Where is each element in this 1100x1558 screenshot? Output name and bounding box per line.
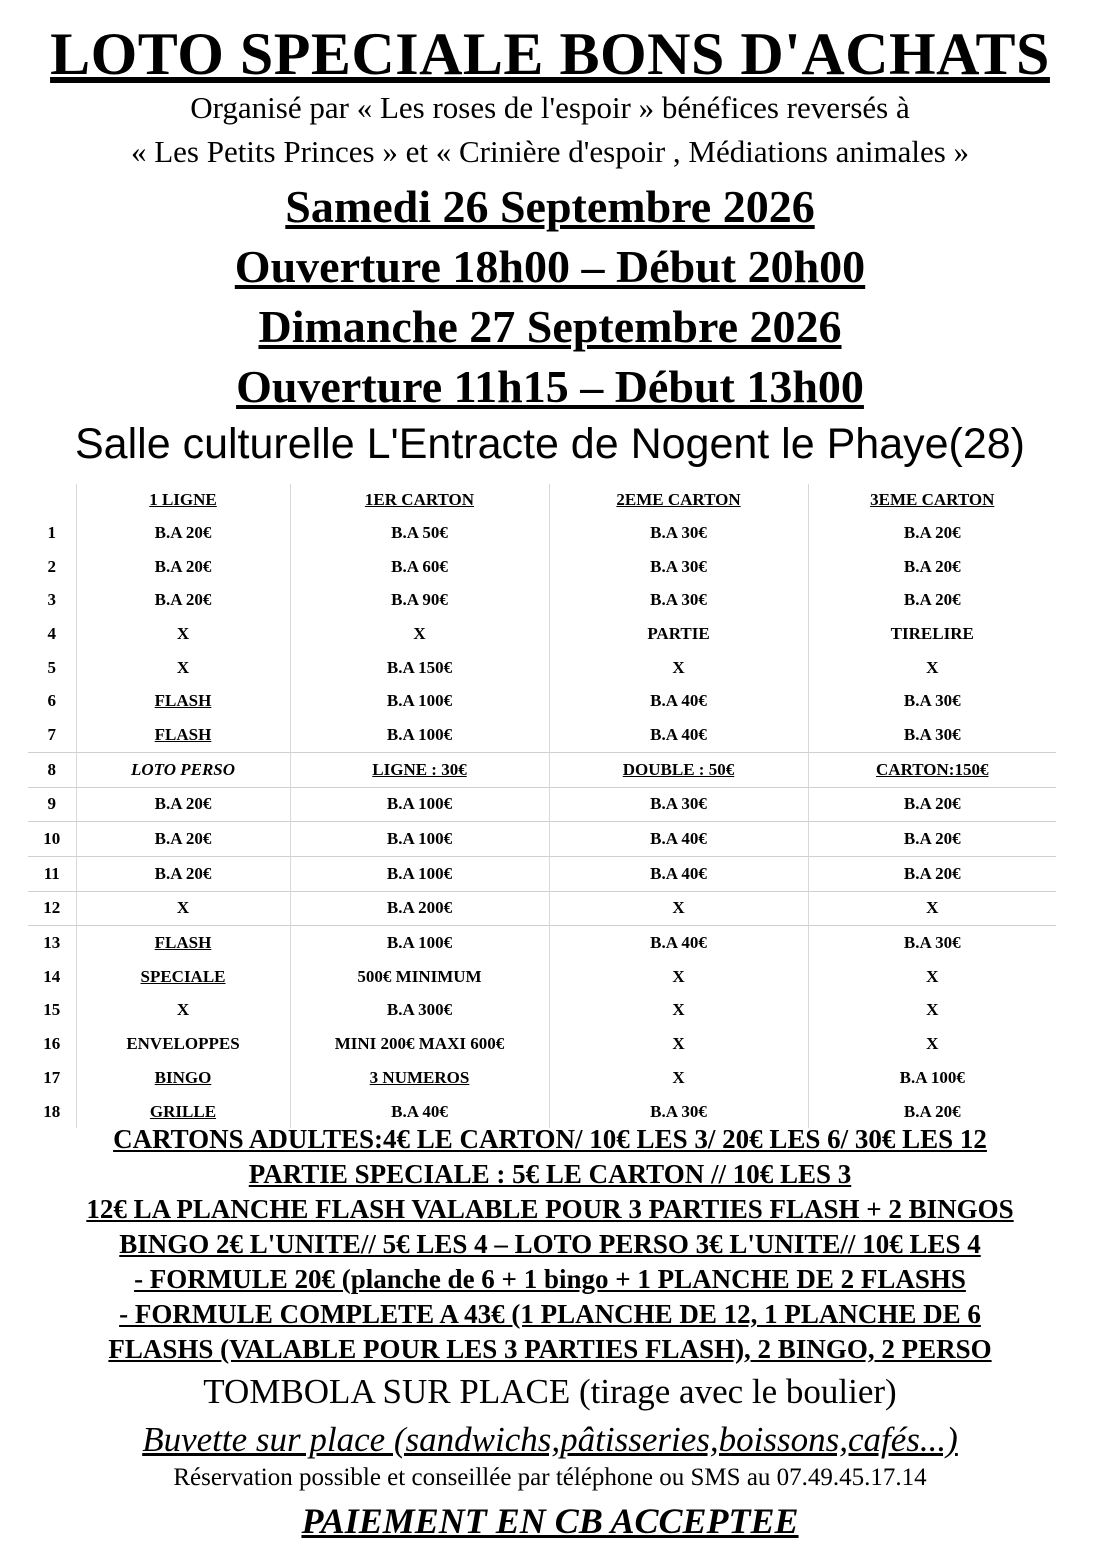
table-row: [28, 960, 1056, 994]
table-cell: B.A 30€: [549, 583, 808, 617]
table-row: [28, 617, 1056, 651]
table-cell: B.A 30€: [549, 787, 808, 822]
table-cell: X: [76, 651, 290, 685]
table-cell: B.A 40€: [549, 718, 808, 752]
table-cell: FLASH: [76, 926, 290, 960]
table-cell: X: [926, 657, 939, 677]
table-cell: X: [549, 994, 808, 1028]
table-cell: X: [808, 891, 1056, 926]
table-cell: X: [549, 1027, 808, 1061]
day1-times: Ouverture 18h00 – Début 20h00: [234, 241, 866, 292]
table-cell: 500€ MINIMUM: [290, 960, 549, 994]
table-cell: ENVELOPPES: [76, 1027, 290, 1061]
table-cell: B.A 100€: [290, 718, 549, 752]
table-cell: FLASH: [76, 718, 290, 752]
table-cell: MINI 200€ MAXI 600€: [290, 1027, 549, 1061]
table-cell: B.A 40€: [549, 856, 808, 891]
table-row: [28, 787, 1056, 822]
table-row: [28, 651, 1056, 685]
table-cell: CARTON:150€: [808, 752, 1056, 787]
row-number: 8: [28, 752, 76, 787]
table-cell: B.A 30€: [549, 1095, 808, 1129]
table-cell: B.A 20€: [808, 856, 1056, 891]
row-number: 13: [28, 926, 76, 960]
row-number: 17: [28, 1061, 76, 1095]
venue: Salle culturelle L'Entracte de Nogent le Phaye(28): [75, 420, 1025, 468]
table-cell: B.A 100€: [290, 926, 549, 960]
table-cell: B.A 50€: [290, 516, 549, 550]
header-2eme-carton: 2EME CARTON: [549, 484, 808, 516]
table-cell: B.A 20€: [76, 787, 290, 822]
table-row: [28, 1027, 1056, 1061]
table-cell: X: [76, 891, 290, 926]
table-row: [28, 1061, 1056, 1095]
day1-date: Samedi 26 Septembre 2026: [285, 181, 815, 232]
row-number: 14: [28, 960, 76, 994]
table-cell: B.A 300€: [290, 994, 549, 1028]
table-cell: B.A 40€: [549, 926, 808, 960]
table-cell: PARTIE: [549, 617, 808, 651]
table-cell: GRILLE: [76, 1095, 290, 1129]
table-row: [28, 752, 1056, 787]
table-cell: X: [76, 994, 290, 1028]
header-1-ligne: 1 LIGNE: [76, 484, 290, 516]
header-3eme-carton: 3EME CARTON: [870, 490, 995, 509]
table-row: [28, 718, 1056, 752]
row-number: 12: [28, 891, 76, 926]
table-cell: B.A 30€: [903, 691, 961, 711]
row-number: 9: [28, 787, 76, 822]
table-cell: LOTO PERSO: [76, 752, 290, 787]
table-cell: FLASH: [76, 684, 290, 718]
table-cell: B.A 100€: [290, 684, 549, 718]
table-cell: SPECIALE: [76, 960, 290, 994]
table-cell: X: [549, 891, 808, 926]
table-cell: B.A 60€: [290, 550, 549, 584]
table-cell: X: [549, 1061, 808, 1095]
table-cell: B.A 100€: [290, 822, 549, 857]
header-1er-carton: 1ER CARTON: [290, 484, 549, 516]
price-line: BINGO 2€ L'UNITE// 5€ LES 4 – LOTO PERSO 3€ L'UNITE// 10€ LES 4: [119, 1229, 981, 1259]
day2-times: Ouverture 11h15 – Début 13h00: [236, 361, 864, 412]
row-number: 5: [28, 651, 76, 685]
row-number: 15: [28, 994, 76, 1028]
table-cell: B.A 100€: [290, 787, 549, 822]
table-cell: X: [549, 960, 808, 994]
table-cell: TIRELIRE: [890, 623, 974, 643]
reservation-notice: Réservation possible et conseillée par téléphone ou SMS au 07.49.45.17.14: [173, 1464, 927, 1491]
table-row: [28, 516, 1056, 550]
table-cell: BINGO: [76, 1061, 290, 1095]
table-cell: X: [549, 651, 808, 685]
tombola-notice: TOMBOLA SUR PLACE (tirage avec le boulier): [203, 1372, 897, 1411]
table-cell: B.A 20€: [903, 556, 961, 576]
price-line: - FORMULE 20€ (planche de 6 + 1 bingo + 1 PLANCHE DE 2 FLASHS: [134, 1264, 966, 1294]
row-number: 6: [28, 684, 76, 718]
table-row: [28, 822, 1056, 857]
row-number: 18: [28, 1095, 76, 1129]
row-number: 4: [28, 617, 76, 651]
table-cell: X: [926, 1000, 939, 1020]
price-line: - FORMULE COMPLETE A 43€ (1 PLANCHE DE 12, 1 PLANCHE DE 6: [119, 1299, 981, 1329]
table-cell: X: [926, 1034, 939, 1054]
table-row: [28, 550, 1056, 584]
table-cell: B.A 30€: [903, 724, 961, 744]
table-cell: 3 NUMEROS: [290, 1061, 549, 1095]
table-cell: X: [290, 617, 549, 651]
table-cell: B.A 20€: [808, 822, 1056, 857]
day2-date: Dimanche 27 Septembre 2026: [258, 301, 842, 352]
price-line: CARTONS ADULTES:4€ LE CARTON/ 10€ LES 3/ 20€ LES 6/ 30€ LES 12: [113, 1124, 987, 1154]
table-cell: B.A 20€: [903, 522, 961, 542]
organiser-line-1: Organisé par « Les roses de l'espoir » bénéfices reversés à: [190, 90, 910, 125]
table-cell: B.A 40€: [290, 1095, 549, 1129]
row-number: 10: [28, 822, 76, 857]
table-cell: B.A 20€: [903, 590, 961, 610]
price-line: 12€ LA PLANCHE FLASH VALABLE POUR 3 PARTIES FLASH + 2 BINGOS: [86, 1194, 1014, 1224]
table-cell: X: [76, 617, 290, 651]
table-cell: B.A 100€: [899, 1067, 965, 1087]
table-cell: B.A 40€: [549, 822, 808, 857]
table-cell: B.A 20€: [76, 822, 290, 857]
table-cell: B.A 20€: [76, 583, 290, 617]
table-row: [28, 994, 1056, 1028]
table-cell: B.A 90€: [290, 583, 549, 617]
table-cell: B.A 30€: [549, 516, 808, 550]
prize-table-header: [28, 484, 1056, 516]
row-number: 3: [28, 583, 76, 617]
row-number: 16: [28, 1027, 76, 1061]
prize-table-body: [28, 516, 1056, 1128]
table-cell: B.A 30€: [808, 926, 1056, 960]
table-cell: B.A 30€: [549, 550, 808, 584]
table-cell: B.A 20€: [76, 516, 290, 550]
table-cell: B.A 100€: [290, 856, 549, 891]
row-number: 2: [28, 550, 76, 584]
row-number: 11: [28, 856, 76, 891]
table-row: [28, 926, 1056, 960]
table-cell: B.A 150€: [290, 651, 549, 685]
row-number: 1: [28, 516, 76, 550]
table-cell: B.A 200€: [290, 891, 549, 926]
flyer-title: LOTO SPECIALE BONS D'ACHATS: [50, 21, 1050, 87]
table-row: [28, 891, 1056, 926]
table-cell: B.A 20€: [903, 1101, 961, 1121]
row-number: 7: [28, 718, 76, 752]
table-cell: B.A 20€: [808, 787, 1056, 822]
table-cell: B.A 40€: [549, 684, 808, 718]
table-cell: B.A 20€: [76, 550, 290, 584]
buvette-notice: Buvette sur place (sandwichs,pâtisseries,boissons,cafés...): [142, 1420, 958, 1459]
table-row: [28, 583, 1056, 617]
table-cell: DOUBLE : 50€: [549, 752, 808, 787]
price-line: FLASHS (VALABLE POUR LES 3 PARTIES FLASH), 2 BINGO, 2 PERSO: [108, 1334, 992, 1364]
payment-notice: PAIEMENT EN CB ACCEPTEE: [301, 1501, 799, 1541]
prize-table: [28, 484, 1056, 1128]
header-number: [28, 484, 76, 516]
table-cell: B.A 20€: [76, 856, 290, 891]
organiser-line-2: « Les Petits Princes » et « Crinière d'espoir , Médiations animales »: [130, 134, 970, 169]
table-row: [28, 856, 1056, 891]
table-row: [28, 684, 1056, 718]
table-cell: X: [926, 966, 939, 986]
table-cell: LIGNE : 30€: [290, 752, 549, 787]
price-line: PARTIE SPECIALE : 5€ LE CARTON // 10€ LES 3: [248, 1159, 852, 1189]
